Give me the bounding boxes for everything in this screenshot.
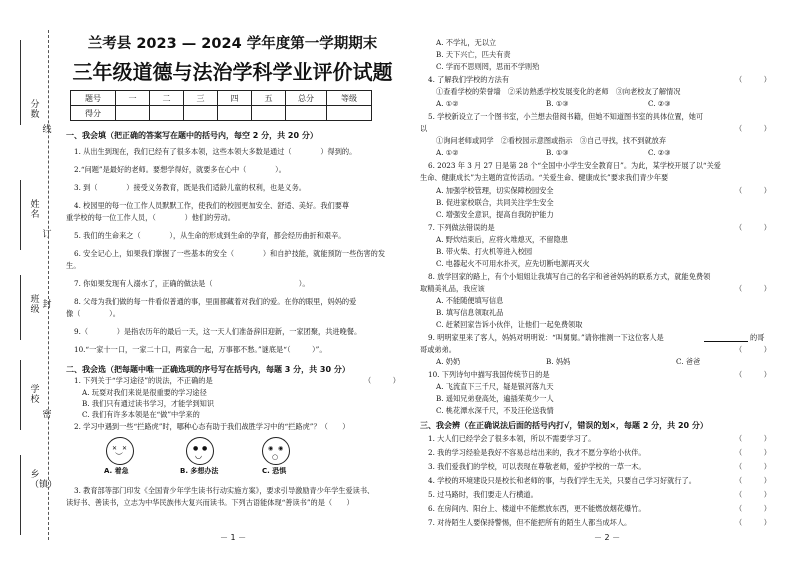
judge-q6: 6. 在房间内、阳台上、楼道中不能燃放东西，更不能燃放烟花爆竹。 — [428, 504, 646, 513]
binding-xian: 线 — [42, 125, 52, 135]
section-one-heading: 一、我会填（把正确的答案写在题中的括号内，每空 2 分，共 20 分） — [66, 131, 318, 140]
choice-q5-option-b: B. ①③ — [546, 148, 569, 157]
score-cell[interactable] — [184, 106, 218, 121]
judge-q6-answer[interactable]: （ ） — [735, 504, 771, 513]
fill-q4-line1: 4. 校园里的每一位工作人员默默工作，使我们的校园更加安全、舒适、美好。我们要尊 — [74, 201, 350, 210]
choice-q4-option-b: B. ①③ — [546, 99, 569, 108]
choice-q5-answer[interactable]: （ ） — [735, 124, 771, 133]
choice-q6-answer[interactable]: （ ） — [735, 186, 771, 195]
choice-q5-items: ①询问老师或同学 ②看校园示意图或指示 ③自己寻找，找不到就放弃 — [436, 136, 667, 145]
fill-q5: 5. 我们的生命来之（ ），从生命的形成到生命的孕育，都会经历曲折和艰辛。 — [74, 231, 346, 240]
score-table — [70, 90, 372, 121]
choice-q2: 2. 学习中遇到一些“拦路虎”时，哪种心态有助于我们战胜学习中的“拦路虎”？（ ） — [74, 422, 350, 431]
choice-q3-option-b: B. 天下兴亡，匹夫有责 — [436, 50, 511, 59]
choice-q5-option-c: C. ②③ — [648, 148, 671, 157]
choice-q10-answer[interactable]: （ ） — [735, 370, 771, 379]
choice-q5-line2: 以 — [420, 124, 428, 133]
choice-q3-option-a: A. 不学礼，无以立 — [436, 38, 497, 47]
choice-q9-blank[interactable] — [704, 341, 748, 342]
choice-q1-option-c: C. 我们有许多本领是在“做”中学来的 — [82, 410, 200, 419]
choice-q6-line2: 生命、健康成长”为主题的宣传活动。“关爱生命、健康成长”要求我们青少年要 — [420, 173, 669, 182]
judge-q1-answer[interactable]: （ ） — [735, 434, 771, 443]
choice-q5-line1: 5. 学校新设立了一个图书室，小兰想去借阅书籍，但她不知道图书室的具体位置，她可 — [428, 112, 704, 121]
binding-town-label: 乡（镇） — [30, 470, 58, 490]
binding-mi: 密 — [42, 410, 52, 420]
thinking-face-icon: ● ● ◡ — [186, 437, 214, 465]
exam-title-line2: 三年级道德与法治学科学业评价试题 — [72, 60, 393, 84]
fill-q4-line2: 重学校的每一位工作人员，（ ）他们的劳动。 — [66, 213, 235, 222]
choice-q10-option-b: B. 遥知兄弟登高处，遍插茱萸少一人 — [436, 394, 554, 403]
choice-q9-answer[interactable]: （ ） — [735, 345, 771, 354]
score-header-cell: 题号 — [71, 91, 116, 106]
fill-q2: 2.“问题”是最好的老师。要想学得好，就要多在心中（ ）。 — [74, 165, 286, 174]
judge-q2: 2. 我的学习经验是我好不容易总结出来的，我才不愿分享给小伙伴。 — [428, 448, 646, 457]
face-caption-b: B. 多想办法 — [180, 467, 219, 475]
choice-q4-items: ①查看学校的荣誉墙 ②采访熟悉学校发展变化的老师 ③向老校友了解情况 — [436, 87, 681, 96]
page-number-1: － 1 － — [220, 533, 247, 542]
anxious-face-icon: ✕ ✕ ︶ — [106, 437, 134, 465]
choice-q1-answer[interactable]: （ ） — [364, 376, 400, 385]
fill-q1: 1. 从出生到现在，我们已经有了很多本领，这些本领大多数是通过（ ）得到的。 — [74, 147, 357, 156]
choice-q4-answer[interactable]: （ ） — [735, 75, 771, 84]
judge-q5: 5. 过马路时，我们要走人行横道。 — [428, 490, 538, 499]
judge-q7: 7. 对待陌生人要保持警惕，但不能把所有的陌生人都当成坏人。 — [428, 518, 632, 527]
choice-q4: 4. 了解我们学校的方法有 — [428, 75, 510, 84]
fearful-face-icon: ◉ ◉ ○ — [262, 437, 290, 465]
fill-q6-line2: 生。 — [66, 261, 81, 270]
choice-q3-line2: 读好书、善读书，立志为中华民族伟大复兴而读书。下列古语能体现“善读书”的是（ ） — [66, 498, 354, 507]
score-header-cell: 一 — [116, 91, 150, 106]
choice-q9-option-b: B. 妈妈 — [546, 357, 571, 366]
score-header-cell: 三 — [184, 91, 218, 106]
choice-q6-option-c: C. 增强安全意识，提高自我防护能力 — [436, 210, 554, 219]
score-header-cell: 四 — [218, 91, 252, 106]
choice-q10: 10. 下列诗句中描写我国传统节日的是 — [428, 370, 550, 379]
choice-q6-line1: 6. 2023 年 3 月 27 日是第 28 个“全国中小学生安全教育日”。为此，某学校开展了以“关爱 — [428, 161, 721, 170]
binding-score-label: 分数 — [30, 100, 40, 120]
fill-q8-line1: 8. 父母为我们做的每一件看似普通的事，里面都藏着对我们的爱。在你的眼里，妈妈的爱 — [74, 297, 357, 306]
score-header-cell: 等级 — [327, 91, 372, 106]
choice-q6-option-a: A. 加强学校管理，切实保障校园安全 — [436, 186, 554, 195]
choice-q8-line1: 8. 放学回家的路上，有个小姐姐让我填写自己的名字和爸爸妈妈的联系方式，就能免费领 — [428, 272, 711, 281]
binding-dashed-line — [48, 30, 49, 540]
score-cell[interactable] — [150, 106, 184, 121]
choice-q7-option-a: A. 野炊结束后，应将火堆熄灭，不留隐患 — [436, 235, 568, 244]
score-cell[interactable] — [252, 106, 286, 121]
fill-q10: 10.“一家十一口，一家二十口，两家合一起，万事都不愁。”谜底是“（ ）”。 — [74, 345, 327, 354]
score-cell[interactable] — [286, 106, 327, 121]
binding-score-line — [20, 40, 21, 125]
section-three-heading: 三、我会辨（在正确说法后面的括号内打√，错误的划×，每题 2 分，共 20 分） — [420, 421, 708, 430]
choice-q7-option-b: B. 带火柴、打火机等进入校园 — [436, 247, 533, 256]
binding-school-line — [20, 360, 21, 430]
choice-q3-option-c: C. 学而不思则罔，思而不学则殆 — [436, 62, 540, 71]
binding-ding: 订 — [42, 230, 52, 240]
fill-q3: 3. 到（ ）接受义务教育，既是我们适龄儿童的权利，也是义务。 — [74, 183, 306, 192]
score-header-cell: 五 — [252, 91, 286, 106]
binding-school-label: 学校 — [30, 385, 40, 405]
fill-q8-line2: 像（ ）。 — [66, 309, 120, 318]
exam-title-line1: 兰考县 2023 — 2024 学年度第一学期期末 — [87, 36, 378, 52]
choice-q8-line2: 取精美礼品，我应该 — [420, 284, 485, 293]
judge-q5-answer[interactable]: （ ） — [735, 490, 771, 499]
judge-q1: 1. 大人们已经学会了很多本领，所以不需要学习了。 — [428, 434, 596, 443]
choice-q8-option-c: C. 赶紧回家告诉小伙伴，让他们一起免费领取 — [436, 320, 583, 329]
binding-margin — [0, 0, 60, 561]
judge-q4: 4. 学校的环境建设只是校长和老师的事，与我们学生无关，只要自己学习好就行了。 — [428, 476, 696, 485]
judge-q7-answer[interactable]: （ ） — [735, 518, 771, 527]
score-cell[interactable] — [327, 106, 372, 121]
choice-q6-option-b: B. 促进家校联合，共同关注学生安全 — [436, 198, 554, 207]
binding-class-line — [20, 275, 21, 340]
choice-q9-line1-end: 的哥 — [750, 333, 765, 342]
score-row-label: 得分 — [71, 106, 116, 121]
fill-q6-line1: 6. 安全记心上，如果我们掌握了一些基本的安全（ ）和自护技能，就能预防一些伤害的发 — [74, 249, 386, 258]
choice-q9-line2: 哥或弟弟。 — [420, 345, 456, 354]
choice-q9-option-a: A. 奶奶 — [436, 357, 461, 366]
choice-q5-option-a: A. ①② — [436, 148, 459, 157]
score-header-cell: 二 — [150, 91, 184, 106]
face-caption-c: C. 恐惧 — [262, 467, 287, 475]
score-table-header-row — [71, 91, 372, 106]
choice-q9-option-c: C. 爸爸 — [676, 357, 701, 366]
choice-q7-option-c: C. 电器起火不可用水扑灭，应先切断电源再灭火 — [436, 259, 590, 268]
binding-name-line — [20, 180, 21, 250]
binding-town-line — [20, 455, 21, 535]
choice-q4-option-c: C. ②③ — [648, 99, 671, 108]
section-two-heading: 二、我会选（把每题中唯一正确选项的序号写在括号内，每题 3 分，共 30 分） — [66, 365, 350, 374]
fill-q9: 9.（ ）是指农历年的最后一天，这一天人们准备辞旧迎新，一家团聚，共进晚餐。 — [74, 327, 362, 336]
binding-feng: 封 — [42, 300, 52, 310]
choice-q9-line1: 9. 明明家里来了客人，妈妈对明明说：“叫舅舅。”请你推测一下这位客人是 — [428, 333, 664, 342]
choice-q1: 1. 下列关于“学习途径”的说法，不正确的是 — [74, 376, 213, 385]
judge-q2-answer[interactable]: （ ） — [735, 448, 771, 457]
page-number-2: － 2 － — [594, 533, 621, 542]
score-table-score-row — [71, 106, 372, 121]
score-header-cell: 总分 — [286, 91, 327, 106]
binding-class-label: 班级 — [30, 295, 40, 315]
choice-q1-option-a: A. 玩耍对我们来说是很重要的学习途径 — [82, 388, 207, 397]
choice-q8-answer[interactable]: （ ） — [735, 284, 771, 293]
judge-q3-answer[interactable]: （ ） — [735, 462, 771, 471]
choice-q7: 7. 下列做法错误的是 — [428, 223, 495, 232]
fill-q7: 7. 你如果发现有人溺水了，正确的做法是（ ）。 — [74, 279, 310, 288]
choice-q1-option-b: B. 我们只有通过读书学习，才能学到知识 — [82, 399, 215, 408]
choice-q7-answer[interactable]: （ ） — [735, 223, 771, 232]
score-cell[interactable] — [116, 106, 150, 121]
choice-q3-line1: 3. 教育部等部门印发《全国青少年学生读书行动实施方案》，要求引导激励青少年学生爱读书、 — [74, 486, 375, 495]
face-caption-a: A. 着急 — [104, 467, 129, 475]
choice-q10-option-a: A. 飞流直下三千尺，疑是银河落九天 — [436, 382, 554, 391]
choice-q4-option-a: A. ①② — [436, 99, 459, 108]
score-cell[interactable] — [218, 106, 252, 121]
judge-q4-answer[interactable]: （ ） — [735, 476, 771, 485]
choice-q8-option-b: B. 填写信息领取礼品 — [436, 308, 504, 317]
binding-name-label: 姓名 — [30, 200, 40, 220]
choice-q8-option-a: A. 不能随便填写信息 — [436, 296, 504, 305]
judge-q3: 3. 我们爱我们的学校，可以表现在尊敬老师，爱护学校的一草一木。 — [428, 462, 646, 471]
choice-q10-option-c: C. 桃花潭水深千尺，不及汪伦送我情 — [436, 406, 554, 415]
